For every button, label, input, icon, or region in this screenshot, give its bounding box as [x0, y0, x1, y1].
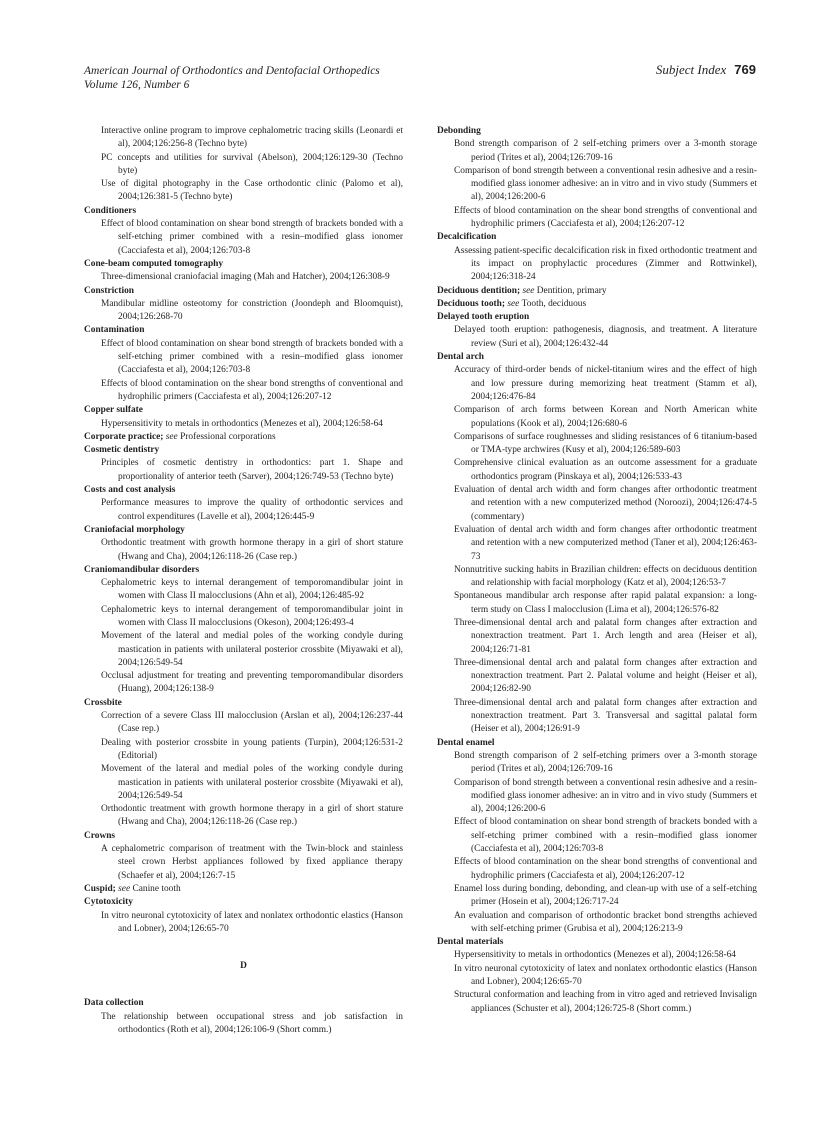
cross-reference-term: Cuspid;: [84, 883, 116, 894]
index-cross-reference: [84, 431, 403, 444]
index-entry: Spontaneous mandibular arch response after rapid palatal expansion: a long-term study on Class I malocclusion (Lima et al), 2004;126:576-82: [454, 591, 757, 615]
cross-reference-target: Professional corporations: [180, 431, 276, 442]
index-entry: Interactive online program to improve cephalometric tracing skills (Leonardi et al), 2004;126:256-8 (Techno byte): [101, 126, 403, 150]
cross-reference-term: Corporate practice;: [84, 431, 164, 442]
cross-reference-term: Deciduous dentition;: [437, 285, 521, 296]
index-entry: Hypersensitivity to metals in orthodontics (Menezes et al), 2004;126:58-64: [101, 418, 383, 429]
index-entry: Evaluation of dental arch width and form changes after orthodontic treatment and retention with a new computerized method (Noroozi), 2004;126:474-5 (commentary): [454, 485, 757, 522]
index-heading: Copper sulfate: [84, 405, 143, 416]
index-heading: Cosmetic dentistry: [84, 445, 160, 456]
index-entry: Structural conformation and leaching from in vitro aged and retrieved Invisalign appliances (Schuster et al), 2004;126:725-8 (Short comm.): [454, 990, 757, 1014]
index-entry: Effects of blood contamination on the shear bond strengths of conventional and hydrophilic primers (Cacciafesta et al), 2004;126:207-12: [101, 378, 403, 402]
index-heading: Dental arch: [437, 352, 484, 363]
index-entry: Cephalometric keys to internal derangement of temporomandibular joint in women with Class II malocclusions (Ahn et al), 2004;126:485-92: [101, 578, 403, 602]
index-entry: Comparison of bond strength between a conventional resin adhesive and a resin-modified glass ionomer adhesive: an in vitro and in vivo study (Summers et al), 2004;126:200-6: [454, 777, 757, 815]
cross-reference-term: Deciduous tooth;: [437, 298, 505, 309]
index-entry: Effect of blood contamination on shear bond strength of brackets bonded with a self-etching primer combined with a resin–modified glass ionomer (Cacciafesta et al), 2004;126:703-8: [454, 817, 757, 855]
running-header-section: [656, 62, 756, 78]
see-label: see: [118, 883, 131, 894]
index-heading: Costs and cost analysis: [84, 485, 176, 496]
index-entry: Comparison of bond strength between a conventional resin adhesive and a resin-modified glass ionomer adhesive: an in vitro and in vivo study (Summers et al), 2004;126:200-6: [454, 165, 757, 203]
index-entry: Principles of cosmetic dentistry in orthodontics: part 1. Shape and proportionality of anterior teeth (Sarver), 2004;126:749-53 (Techno byte): [101, 458, 403, 482]
index-entry: Comprehensive clinical evaluation as an outcome assessment for a graduate orthodontics program (Pinskaya et al), 2004;126:533-43: [454, 458, 757, 482]
index-heading: Dental enamel: [437, 737, 495, 748]
index-heading: Contamination: [84, 325, 145, 336]
index-heading: Crowns: [84, 830, 116, 841]
index-entry: Dealing with posterior crossbite in young patients (Turpin), 2004;126:531-2 (Editorial): [101, 737, 403, 761]
index-entry: Bond strength comparison of 2 self-etching primers over a 3-month storage period (Trites et al), 2004;126:709-16: [454, 750, 757, 775]
index-heading: Debonding: [437, 126, 481, 136]
index-column-left: [84, 125, 403, 1037]
see-label: see: [165, 431, 178, 442]
index-entry: Orthodontic treatment with growth hormone therapy in a girl of short stature (Hwang and Cha), 2004;126:118-26 (Case rep.): [101, 538, 403, 562]
index-entry: Comparisons of surface roughnesses and sliding resistances of 6 titanium-based or TMA-type archwires (Kusy et al), 2004;126:589-603: [454, 431, 757, 456]
index-heading: Crossbite: [84, 697, 122, 708]
journal-volume: Volume 126, Number 6: [84, 79, 190, 91]
cross-reference-target: Canine tooth: [132, 883, 181, 894]
see-label: see: [507, 298, 520, 309]
index-heading: Cytotoxicity: [84, 897, 133, 908]
index-cross-reference: [437, 298, 757, 311]
index-entry: Correction of a severe Class III malocclusion (Arslan et al), 2004;126:237-44 (Case rep.): [101, 711, 403, 735]
index-heading: Dental materials: [437, 937, 504, 948]
index-entry: Mandibular midline osteotomy for constriction (Joondeph and Bloomquist), 2004;126:268-70: [101, 298, 403, 323]
index-entry: Three-dimensional craniofacial imaging (Mah and Hatcher), 2004;126:308-9: [101, 272, 390, 283]
index-heading: Craniofacial morphology: [84, 524, 185, 535]
section-title: Subject Index: [655, 62, 727, 77]
cross-reference-target: Dentition, primary: [536, 285, 607, 296]
index-entry: Orthodontic treatment with growth hormone therapy in a girl of short stature (Hwang and Cha), 2004;126:118-26 (Case rep.): [101, 804, 403, 828]
index-entry: Movement of the lateral and medial poles of the working condyle during mastication in patients with unilateral posterior crossbite (Miyawaki et al), 2004;126:549-54: [101, 764, 403, 801]
page-number: 769: [734, 62, 756, 77]
index-entry: In vitro neuronal cytotoxicity of latex and nonlatex orthodontic elastics (Hanson and Lobner), 2004;126:65-70: [101, 910, 403, 934]
index-entry: Evaluation of dental arch width and form changes after orthodontic treatment and retention with a new computerized method (Taner et al), 2004;126:463-73: [454, 524, 757, 562]
index-entry: Nonnutritive sucking habits in Brazilian children: effects on deciduous dentition and relationship with facial morphology (Katz et al), 2004;126:53-7: [454, 564, 757, 589]
section-letter: D: [240, 961, 247, 972]
index-entry: Hypersensitivity to metals in orthodontics (Menezes et al), 2004;126:58-64: [454, 950, 736, 961]
see-label: see: [522, 285, 535, 296]
journal-title: American Journal of Orthodontics and Dentofacial Orthopedics: [84, 65, 380, 77]
running-header-journal: [84, 64, 380, 92]
index-entry: PC concepts and utilities for survival (Abelson), 2004;126:129-30 (Techno byte): [101, 152, 403, 176]
index-entry: Effect of blood contamination on shear bond strength of brackets bonded with a self-etching primer combined with a resin–modified glass ionomer (Cacciafesta et al), 2004;126:703-8: [101, 338, 403, 376]
index-entry: In vitro neuronal cytotoxicity of latex and nonlatex orthodontic elastics (Hanson and Lobner), 2004;126:65-70: [454, 963, 757, 987]
index-entry: Occlusal adjustment for treating and preventing temporomandibular disorders (Huang), 2004;126:138-9: [101, 671, 403, 695]
index-entry: Delayed tooth eruption: pathogenesis, diagnosis, and treatment. A literature review (Suri et al), 2004;126:432-44: [454, 325, 757, 349]
index-entry: Comparison of arch forms between Korean and North American white populations (Kook et al), 2004;126:680-6: [454, 405, 757, 429]
index-entry: Three-dimensional dental arch and palatal form changes after extraction and nonextraction treatment. Part 3. Transversal and sagittal palatal form (Heiser et al), 2004;126:91-9: [454, 697, 757, 735]
index-entry: Effects of blood contamination on the shear bond strengths of conventional and hydrophilic primers (Cacciafesta et al), 2004;126:207-12: [454, 857, 757, 881]
index-entry: Effect of blood contamination on shear bond strength of brackets bonded with a self-etching primer combined with a resin–modified glass ionomer (Cacciafesta et al), 2004;126:703-8: [101, 219, 403, 256]
index-column-right: [437, 125, 757, 1016]
index-entry: Use of digital photography in the Case orthodontic clinic (Palomo et al), 2004;126:381-5 (Techno byte): [101, 179, 403, 203]
index-heading: Delayed tooth eruption: [437, 312, 530, 323]
index-heading: Decalcification: [437, 232, 497, 243]
index-entry: Effects of blood contamination on the shear bond strengths of conventional and hydrophilic primers (Cacciafesta et al), 2004;126:207-12: [454, 205, 757, 230]
index-entry: An evaluation and comparison of orthodontic bracket bond strengths achieved with self-etching primer (Grubisa et al), 2004;126:213-9: [454, 910, 757, 934]
index-heading: Constriction: [84, 285, 134, 296]
index-heading: Craniomandibular disorders: [84, 564, 200, 575]
index-entry: Accuracy of third-order bends of nickel-titanium wires and the effect of high and low pressure during memorizing heat treatment (Stamm et al), 2004;126:476-84: [454, 365, 757, 402]
index-entry: Bond strength comparison of 2 self-etching primers over a 3-month storage period (Trites et al), 2004;126:709-16: [454, 139, 757, 163]
index-heading: Cone-beam computed tomography: [84, 258, 224, 269]
index-heading: Conditioners: [84, 205, 137, 216]
index-entry: Three-dimensional dental arch and palatal form changes after extraction and nonextraction treatment. Part 1. Arch length and area (Heiser et al), 2004;126:71-81: [454, 617, 757, 655]
index-entry: The relationship between occupational stress and job satisfaction in orthodontics (Roth et al), 2004;126:106-9 (Short comm.): [101, 1011, 403, 1035]
index-entry: Assessing patient-specific decalcification risk in fixed orthodontic treatment and its impact on prophylactic procedures (Zimmer and Rottwinkel), 2004;126:318-24: [454, 245, 757, 283]
index-entry: Cephalometric keys to internal derangement of temporomandibular joint in women with Class II malocclusions (Okeson), 2004;126:493-4: [101, 604, 403, 628]
index-cross-reference: [84, 883, 403, 896]
cross-reference-target: Tooth, deciduous: [521, 298, 587, 309]
index-entry: A cephalometric comparison of treatment with the Twin-block and stainless steel crown Herbst appliances followed by fixed appliance therapy (Schaefer et al), 2004;126:7-15: [101, 844, 403, 881]
index-entry: Movement of the lateral and medial poles of the working condyle during mastication in patients with unilateral posterior crossbite (Miyawaki et al), 2004;126:549-54: [101, 631, 403, 668]
index-heading: Data collection: [84, 998, 144, 1009]
index-cross-reference: [437, 285, 757, 298]
index-entry: Three-dimensional dental arch and palatal form changes after extraction and nonextraction treatment. Part 2. Palatal volume and height (Heiser et al), 2004;126:82-90: [454, 657, 757, 695]
index-entry: Performance measures to improve the quality of orthodontic services and control expenditures (Lavelle et al), 2004;126:445-9: [101, 498, 403, 522]
index-entry: Enamel loss during bonding, debonding, and clean-up with use of a self-etching primer (Hosein et al), 2004;126:717-24: [454, 883, 757, 908]
